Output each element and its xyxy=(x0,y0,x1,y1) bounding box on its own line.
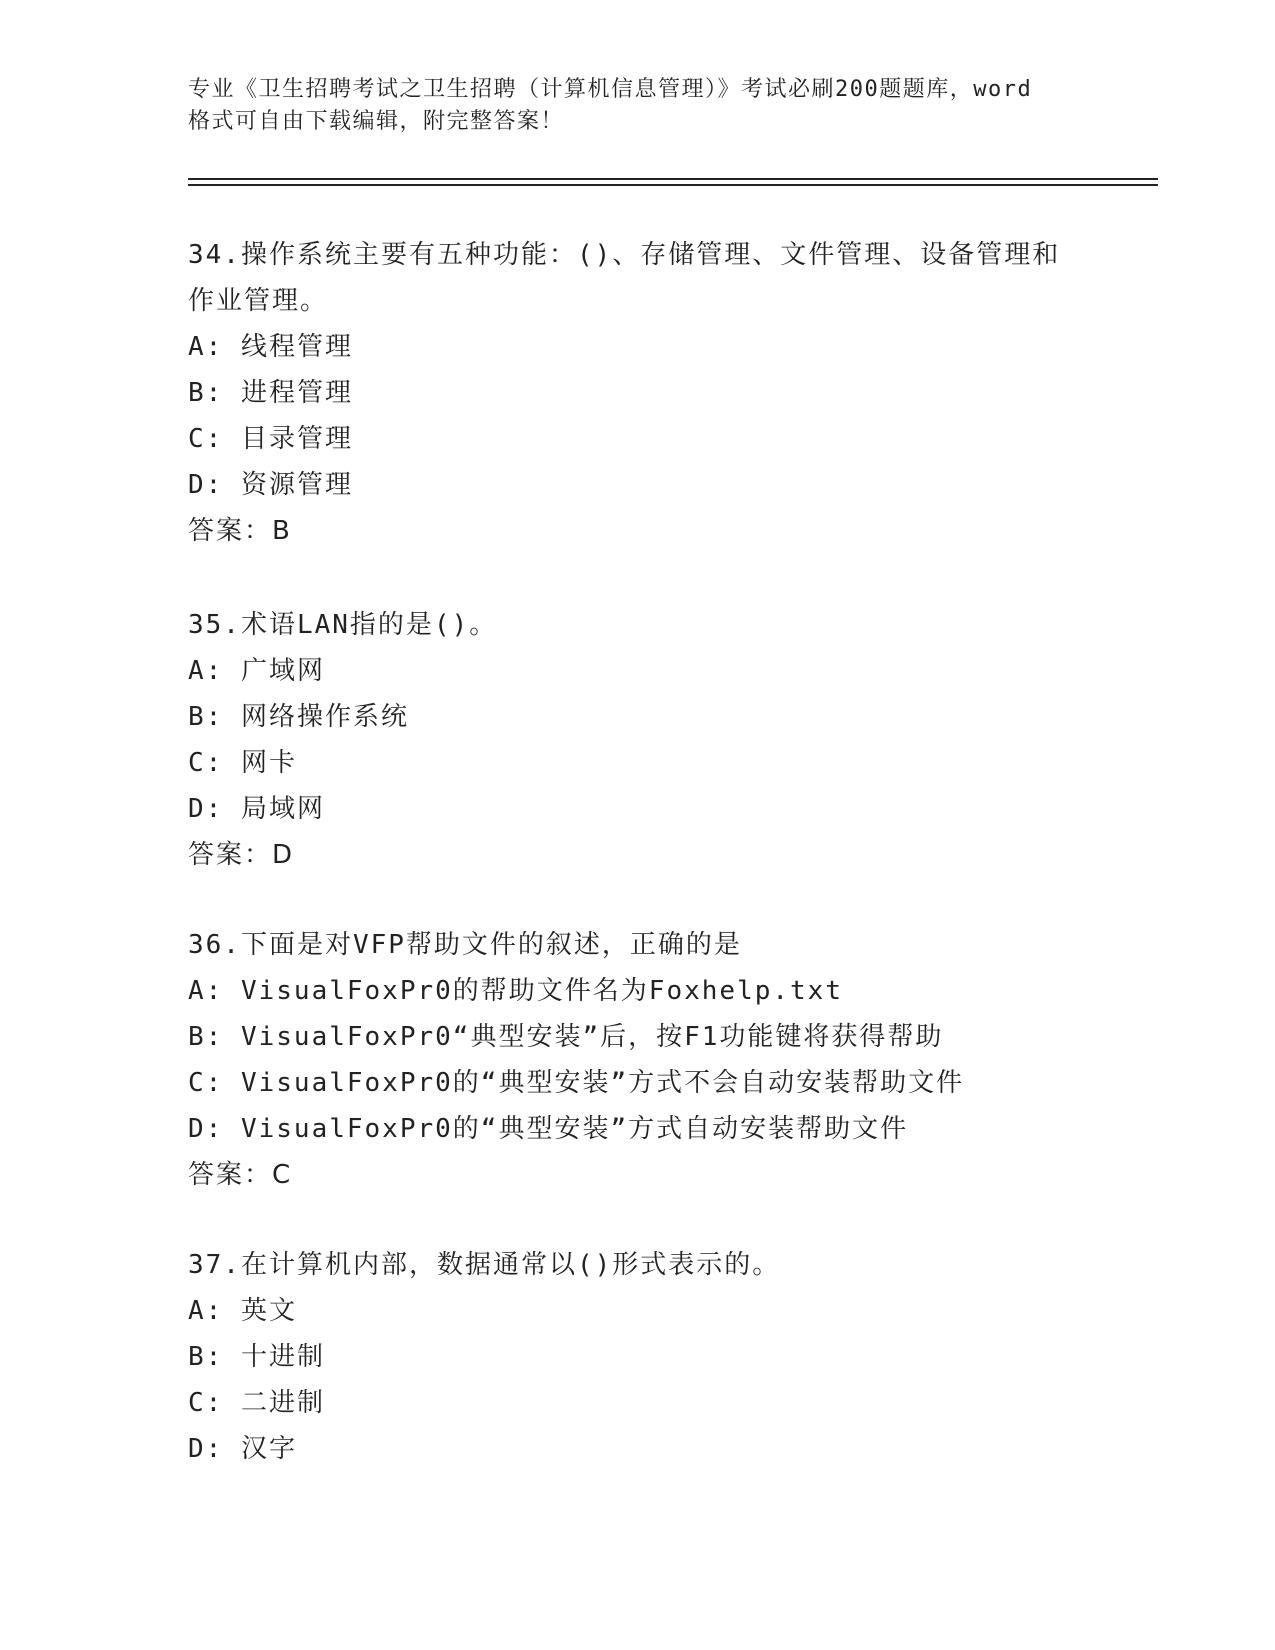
option-c: C: 二进制 xyxy=(188,1388,325,1418)
option-c: C: 目录管理 xyxy=(188,424,353,454)
header-divider-bottom xyxy=(188,184,1158,186)
option-d: D: 资源管理 xyxy=(188,470,353,500)
question-stem: 37.在计算机内部，数据通常以()形式表示的。 xyxy=(188,1250,781,1280)
question-stem-continued: 作业管理。 xyxy=(188,286,329,316)
option-d: D: 汉字 xyxy=(188,1434,297,1464)
option-a: A: 英文 xyxy=(188,1296,297,1326)
option-a: A: VisualFoxPr0的帮助文件名为Foxhelp.txt xyxy=(188,976,843,1006)
option-c: C: 网卡 xyxy=(188,748,297,778)
question-35 xyxy=(188,602,1088,878)
header-line-1: 专业《卫生招聘考试之卫生招聘（计算机信息管理）》考试必刷200题题库，word xyxy=(188,77,1033,102)
answer: 答案：D xyxy=(188,840,295,870)
header-divider-top xyxy=(188,178,1158,180)
option-d: D: VisualFoxPr0的“典型安装”方式自动安装帮助文件 xyxy=(188,1114,909,1144)
option-d: D: 局域网 xyxy=(188,794,325,824)
option-b: B: 网络操作系统 xyxy=(188,702,409,732)
answer: 答案：B xyxy=(188,516,292,546)
option-b: B: 十进制 xyxy=(188,1342,325,1372)
question-stem: 35.术语LAN指的是()。 xyxy=(188,610,498,640)
question-stem: 34.操作系统主要有五种功能：()、存储管理、文件管理、设备管理和 xyxy=(188,240,1061,270)
header-line-2: 格式可自由下载编辑，附完整答案！ xyxy=(188,109,565,134)
question-37 xyxy=(188,1242,1088,1472)
question-36 xyxy=(188,922,1088,1198)
question-stem: 36.下面是对VFP帮助文件的叙述，正确的是 xyxy=(188,930,742,960)
question-34 xyxy=(188,232,1088,554)
option-a: A: 线程管理 xyxy=(188,332,353,362)
option-c: C: VisualFoxPr0的“典型安装”方式不会自动安装帮助文件 xyxy=(188,1068,965,1098)
document-header xyxy=(188,74,1088,138)
option-a: A: 广域网 xyxy=(188,656,325,686)
answer: 答案：C xyxy=(188,1160,293,1190)
option-b: B: 进程管理 xyxy=(188,378,353,408)
option-b: B: VisualFoxPr0“典型安装”后，按F1功能键将获得帮助 xyxy=(188,1022,944,1052)
